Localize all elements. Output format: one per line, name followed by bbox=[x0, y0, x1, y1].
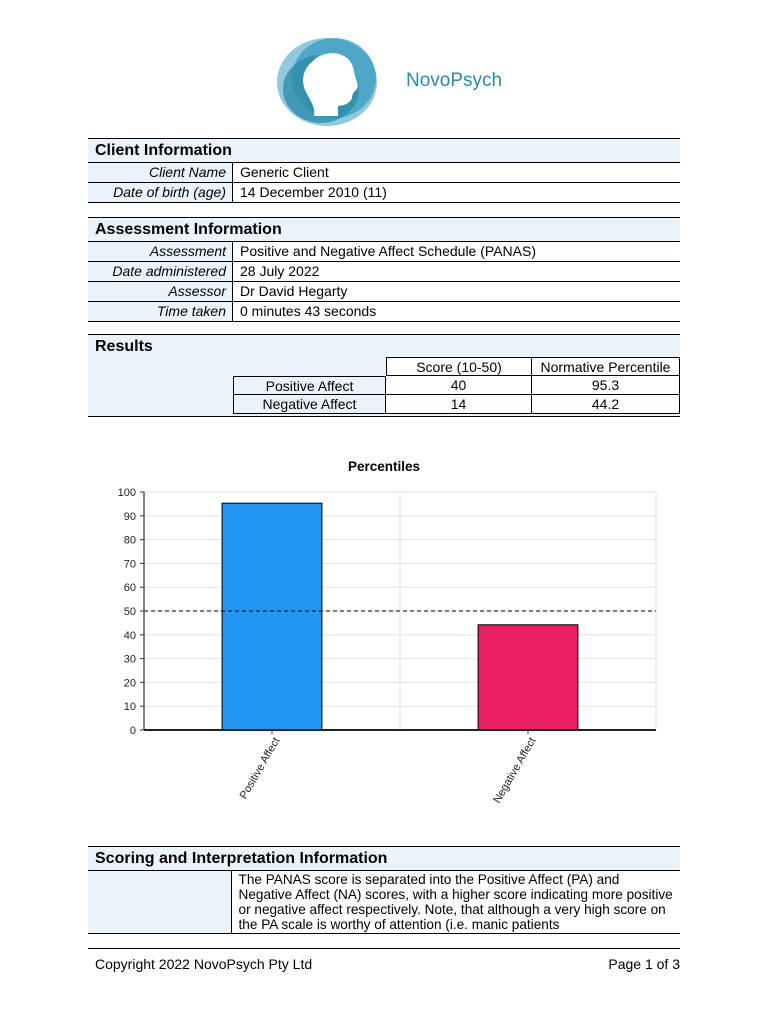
x-tick-label: Positive Affect bbox=[237, 735, 283, 802]
footer-page-number: Page 1 of 3 bbox=[608, 956, 680, 972]
row-label: Client Name bbox=[88, 163, 233, 182]
brand-name: NovoPsych bbox=[406, 70, 503, 91]
row-label: Assessment bbox=[88, 242, 233, 261]
row-label: Date of birth (age) bbox=[88, 183, 233, 202]
info-row bbox=[88, 262, 680, 282]
row-label: Positive Affect bbox=[233, 376, 386, 395]
score-cell: 14 bbox=[386, 395, 532, 414]
y-tick-label: 100 bbox=[117, 487, 136, 499]
score-cell: 40 bbox=[386, 376, 532, 395]
percentiles-bar-chart bbox=[100, 450, 670, 825]
row-value: Generic Client bbox=[240, 164, 329, 180]
percentile-cell: 44.2 bbox=[532, 395, 680, 414]
info-row bbox=[88, 282, 680, 302]
row-value: Positive and Negative Affect Schedule (PANAS) bbox=[240, 243, 536, 259]
row-value: Dr David Hegarty bbox=[240, 283, 348, 299]
interpretation-text: The PANAS score is separated into the Positive Affect (PA) and Negative Affect (NA) scores, with a higher score indicating more positive or negative affect respectively. Note, that although a very high score on the PA scale is worthy of attention (i.e. manic patients bbox=[238, 872, 673, 932]
row-label: Assessor bbox=[88, 282, 233, 301]
y-tick-label: 20 bbox=[123, 677, 136, 690]
row-value: 28 July 2022 bbox=[240, 263, 320, 279]
interpretation-body bbox=[88, 871, 680, 934]
y-tick-label: 60 bbox=[123, 582, 136, 595]
results-table bbox=[88, 357, 680, 414]
y-tick-label: 40 bbox=[123, 629, 136, 642]
interpretation-heading: Scoring and Interpretation Information bbox=[88, 846, 680, 871]
x-tick-label: Negative Affect bbox=[491, 735, 539, 806]
table-row bbox=[88, 376, 680, 395]
results-heading: Results bbox=[88, 334, 680, 358]
client-information-section bbox=[88, 138, 680, 203]
row-label: Negative Affect bbox=[233, 395, 386, 414]
novopsych-logo bbox=[274, 34, 380, 130]
info-row bbox=[88, 183, 680, 203]
info-row bbox=[88, 242, 680, 262]
chart-title: Percentiles bbox=[347, 459, 421, 474]
y-tick-label: 80 bbox=[123, 534, 136, 547]
column-header-score: Score (10-50) bbox=[386, 357, 532, 376]
y-tick-label: 10 bbox=[123, 701, 136, 714]
footer-divider bbox=[88, 948, 680, 949]
footer-copyright: Copyright 2022 NovoPsych Pty Ltd bbox=[95, 956, 313, 972]
bar-negative-affect bbox=[478, 625, 578, 730]
interpretation-section bbox=[88, 846, 680, 934]
y-tick-label: 90 bbox=[123, 510, 136, 523]
info-row bbox=[88, 163, 680, 183]
row-label: Time taken bbox=[88, 302, 233, 321]
bar-positive-affect bbox=[222, 503, 322, 730]
assessment-information-section bbox=[88, 217, 680, 322]
y-tick-label: 30 bbox=[123, 653, 136, 666]
y-tick-label: 70 bbox=[123, 558, 136, 571]
assessment-information-heading: Assessment Information bbox=[88, 217, 680, 242]
results-header-row bbox=[88, 357, 680, 376]
percentile-cell: 95.3 bbox=[532, 376, 680, 395]
y-tick-label: 50 bbox=[123, 606, 136, 618]
row-label: Date administered bbox=[88, 262, 233, 281]
y-tick-label: 0 bbox=[129, 725, 136, 737]
info-row bbox=[88, 302, 680, 322]
row-value: 14 December 2010 (11) bbox=[240, 184, 387, 200]
table-row bbox=[88, 395, 680, 414]
row-value: 0 minutes 43 seconds bbox=[240, 303, 377, 319]
client-information-heading: Client Information bbox=[88, 138, 680, 163]
column-header-percentile: Normative Percentile bbox=[532, 357, 680, 376]
